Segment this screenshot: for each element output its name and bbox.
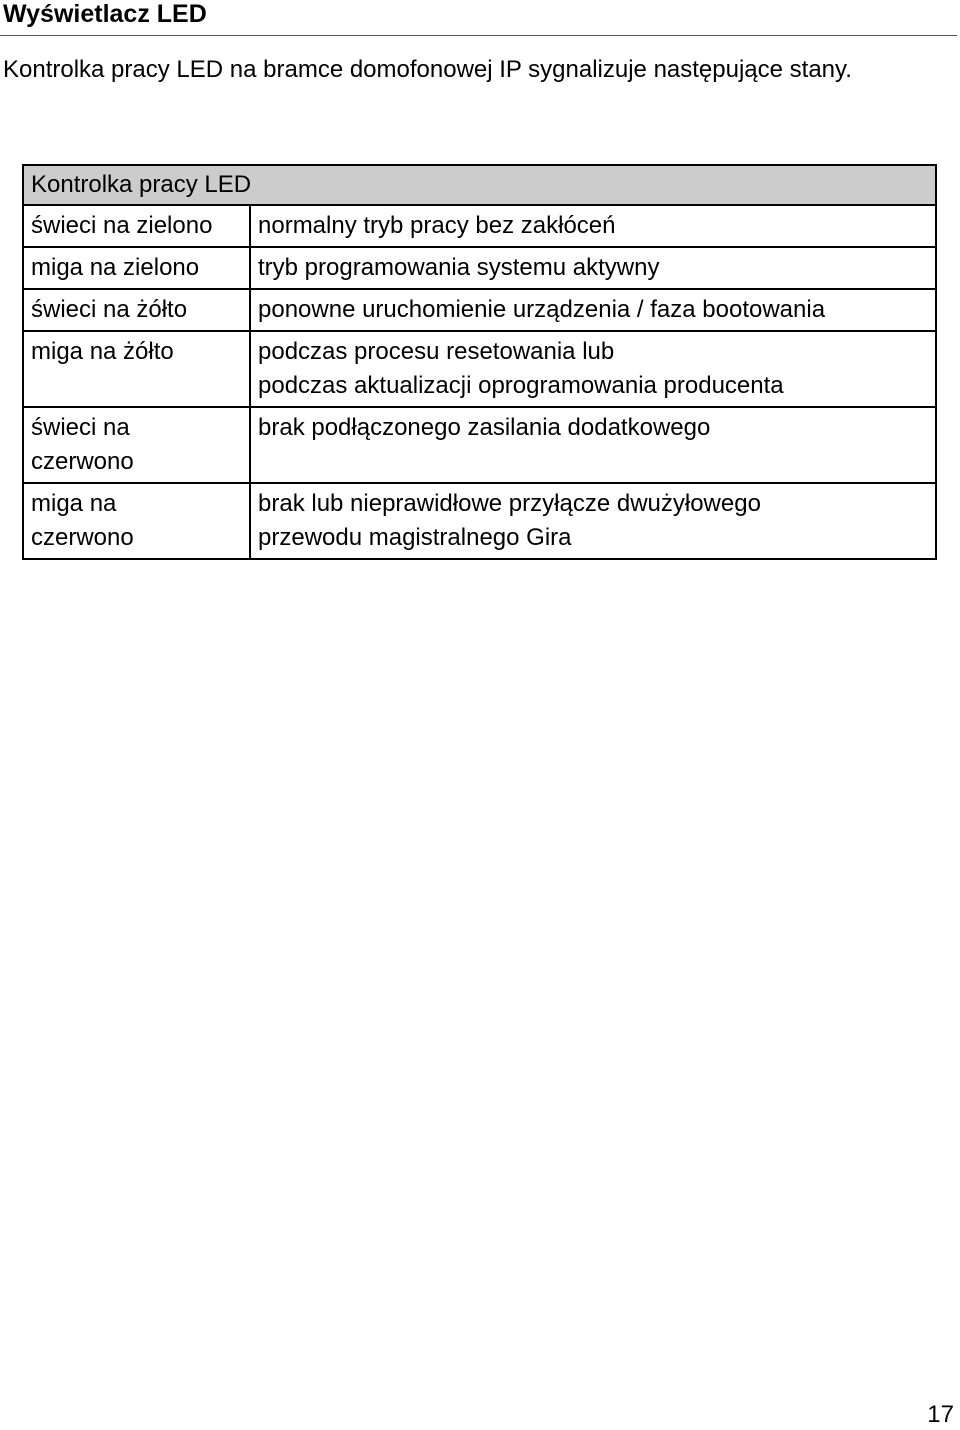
led-meaning-cell — [250, 483, 936, 559]
led-state-text: świeci na zielono — [31, 212, 213, 239]
led-meaning-text: brak lub nieprawidłowe przyłącze dwużyłowego — [258, 490, 761, 517]
led-state-text: miga na zielono — [31, 254, 200, 281]
led-state-cell — [23, 483, 250, 559]
led-meaning-cell — [250, 407, 936, 483]
section-title: Wyświetlacz LED — [3, 0, 207, 28]
led-state-cell — [23, 205, 250, 247]
led-meaning-cell — [250, 289, 936, 331]
led-state-text: czerwono — [31, 448, 134, 475]
led-state-cell — [23, 247, 250, 289]
table-row — [23, 247, 936, 289]
led-status-table — [22, 164, 937, 560]
table-row — [23, 289, 936, 331]
led-meaning-cell — [250, 205, 936, 247]
led-meaning-text: normalny tryb pracy bez zakłóceń — [258, 212, 616, 239]
table-header: Kontrolka pracy LED — [23, 165, 936, 205]
led-state-cell — [23, 289, 250, 331]
led-meaning-text: tryb programowania systemu aktywny — [258, 254, 660, 281]
table-header-row — [23, 165, 936, 205]
led-state-cell — [23, 407, 250, 483]
intro-paragraph: Kontrolka pracy LED na bramce domofonowej IP sygnalizuje następujące stany. — [3, 56, 852, 83]
led-state-text: miga na żółto — [31, 338, 174, 365]
table-row — [23, 331, 936, 407]
table-row — [23, 483, 936, 559]
led-meaning-text: ponowne uruchomienie urządzenia / faza bootowania — [258, 296, 826, 323]
led-meaning-text: przewodu magistralnego Gira — [258, 524, 572, 551]
table-row — [23, 407, 936, 483]
led-state-cell — [23, 331, 250, 407]
title-divider — [0, 35, 957, 36]
led-meaning-text: podczas aktualizacji oprogramowania producenta — [258, 372, 784, 399]
page-number: 17 — [927, 1401, 954, 1428]
led-meaning-text: podczas procesu resetowania lub — [258, 338, 615, 365]
led-meaning-text: brak podłączonego zasilania dodatkowego — [258, 414, 711, 441]
led-state-text: czerwono — [31, 524, 134, 551]
led-state-text: miga na — [31, 490, 117, 517]
table-row — [23, 205, 936, 247]
led-meaning-cell — [250, 247, 936, 289]
led-meaning-cell — [250, 331, 936, 407]
led-state-text: świeci na — [31, 414, 130, 441]
led-state-text: świeci na żółto — [31, 296, 188, 323]
